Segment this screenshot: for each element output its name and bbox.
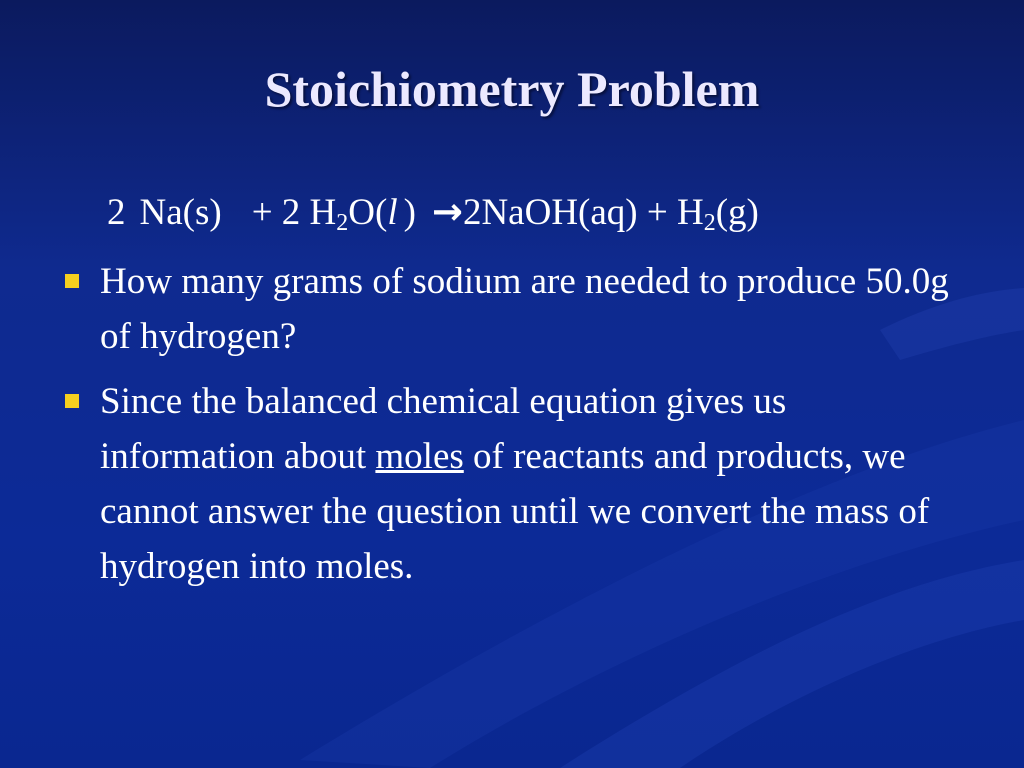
bullet-item-explanation: [60, 374, 960, 594]
chemical-equation: [107, 190, 987, 235]
equation-water-state-close: ): [403, 192, 416, 233]
bullet-text-after: of reactants and products, we cannot answer the question until we convert the mass of hydrogen into moles.: [100, 436, 930, 587]
equation-hydrogen-state: (g): [715, 192, 759, 233]
bullet-item-question: [60, 254, 960, 364]
square-bullet-icon: [65, 274, 79, 288]
equation-water-state-open: O(: [348, 192, 388, 233]
equation-sodium: Na(s): [139, 192, 222, 233]
slide-title: Stoichiometry Problem: [264, 61, 760, 117]
equation-liquid-symbol: l: [387, 192, 398, 233]
bullet-underlined-moles: moles: [375, 436, 464, 477]
square-bullet-icon: [65, 394, 79, 408]
bullet-text-before: Since the balanced chemical equation gives us information about: [100, 381, 787, 477]
reaction-arrow-icon: →: [431, 190, 463, 233]
equation-products: 2NaOH(aq) + H: [462, 192, 704, 233]
bullet-list: [60, 254, 960, 604]
equation-water-prefix: + 2 H: [251, 192, 337, 233]
equation-coefficient-na: 2: [107, 192, 126, 233]
bullet-text: How many grams of sodium are needed to produce 50.0g of hydrogen?: [100, 261, 949, 357]
equation-water-subscript: 2: [336, 210, 349, 236]
equation-hydrogen-subscript: 2: [703, 210, 716, 236]
